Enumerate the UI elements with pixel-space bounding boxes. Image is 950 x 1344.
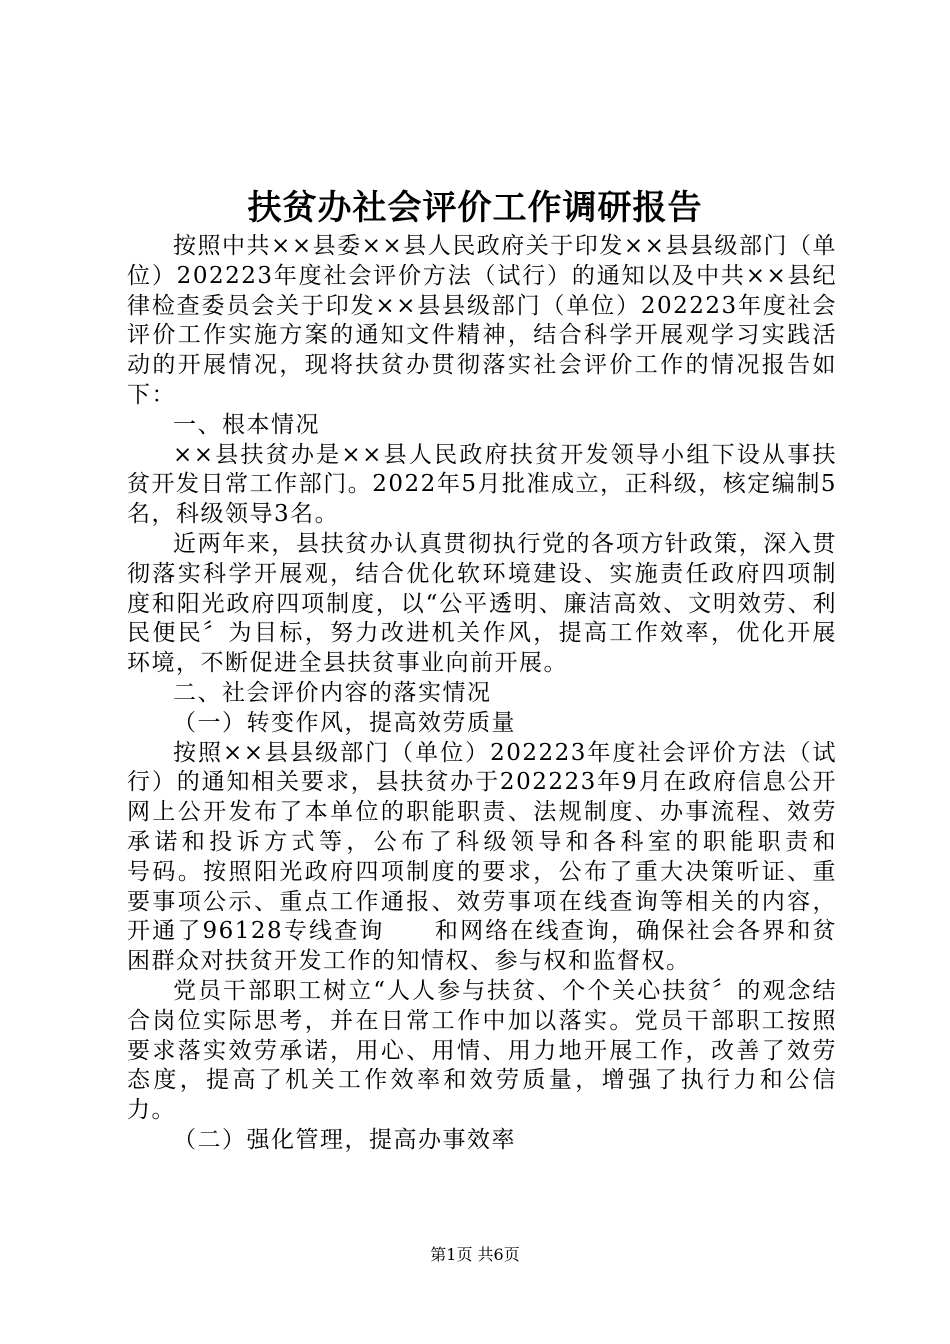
subsection-heading-management: （二）强化管理，提高办事效率	[173, 1126, 516, 1153]
page-footer: 第1页 共6页	[430, 1245, 520, 1264]
intro-paragraph: 按照中共××县委××县人民政府关于印发××县县级部门（单位）202223年度社会评价方法（试行）的通知以及中共××县纪律检查委员会关于印发××县县级部门（单位）202223年度社会评价工作实施方案的通知文件精神，结合科学开展观学习实践活动的开展情况，现将扶贫办贯彻落实社会评价工作的情况报告如下：	[127, 233, 837, 408]
staff-paragraph: 党员干部职工树立“人人参与扶贫、个个关心扶贫〞的观念结合岗位实际思考，并在日常工作中加以落实。党员干部职工按照要求落实效劳承诺，用心、用情、用力地开展工作，改善了效劳态度，提高了机关工作效率和效劳质量，增强了执行力和公信力。	[127, 977, 837, 1124]
document-title: 扶贫办社会评价工作调研报告	[247, 188, 703, 228]
basic-info-paragraph: ××县扶贫办是××县人民政府扶贫开发领导小组下设从事扶贫开发日常工作部门。2022年5月批准成立，正科级，核定编制5名，科级领导3名。	[127, 441, 837, 528]
recent-work-paragraph: 近两年来，县扶贫办认真贯彻执行党的各项方针政策，深入贯彻落实科学开展观，结合优化软环境建设、实施责任政府四项制度和阳光政府四项制度，以“公平透明、廉洁高效、文明效劳、利民便民〞为目标，努力改进机关作风，提高工作效率，优化开展环境，不断促进全县扶贫事业向前开展。	[127, 530, 837, 677]
section-heading-implementation: 二、社会评价内容的落实情况	[173, 679, 492, 706]
disclosure-paragraph: 按照××县县级部门（单位）202223年度社会评价方法（试行）的通知相关要求，县扶贫办于202223年9月在政府信息公开网上公开发布了本单位的职能职责、法规制度、办事流程、效劳承诺和投诉方式等，公布了科级领导和各科室的职能职责和 号码。按照阳光政府四项制度的要求，公布了重大决策听证、重要事项公示、重点工作通报、效劳事项在线查询等相关的内容，开通了96128专线查询 和网络在线查询，确保社会各界和贫困群众对扶贫开发工作的知情权、参与权和监督权。	[127, 739, 886, 975]
section-heading-basic: 一、根本情况	[173, 411, 320, 438]
subsection-heading-style: （一）转变作风，提高效劳质量	[173, 709, 516, 736]
document-body	[127, 232, 886, 1156]
